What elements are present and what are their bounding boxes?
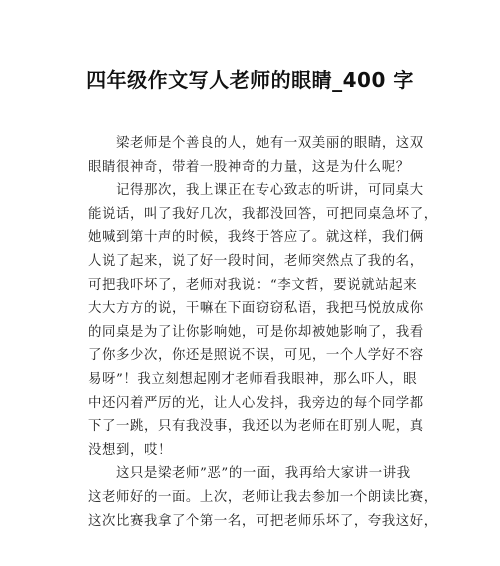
body-line: 这老师好的一面。上次，老师让我去参加一个朗读比赛， [88, 489, 438, 505]
document-body [88, 132, 438, 533]
body-line: 她喊到第十声的时候，我终于答应了。就这样，我们俩 [88, 230, 424, 246]
body-line: 的同桌是为了让你影响她，可是你却被她影响了，我看 [88, 324, 424, 340]
body-line: 大大方方的说，干嘛在下面窃窃私语，我把马悦放成你 [88, 301, 424, 317]
body-line: 这次比赛我拿了个第一名，可把老师乐坏了，夸我这好， [88, 513, 438, 529]
body-line: 这只是梁老师”恶”的一面，我再给大家讲一讲我 [116, 466, 411, 482]
body-line: 下了一跳，只有我没事，我还以为老师在盯别人呢，真 [88, 419, 424, 435]
body-line: 梁老师是个善良的人，她有一双美丽的眼睛，这双 [116, 136, 424, 151]
body-line: 可把我吓坏了，老师对我说：“李文哲，要说就站起来 [88, 277, 418, 293]
body-line: 没想到，哎！ [88, 442, 172, 458]
body-line: 眼睛很神奇，带着一股神奇的力量，这是为什么呢？ [88, 159, 410, 175]
body-line: 中还闪着严厉的光，让人心发抖，我旁边的每个同学都 [88, 395, 424, 411]
body-line: 人说了起来，说了好一段时间，老师突然点了我的名， [88, 253, 424, 269]
body-line: 记得那次，我上课正在专心致志的听讲，可同桌大 [116, 183, 424, 199]
document-title: 四年级作文写人老师的眼睛_400 字 [86, 68, 414, 92]
body-line: 能说话，叫了我好几次，我都没回答，可把同桌急坏了， [88, 206, 438, 222]
body-line: 了你多少次，你还是照说不误，可见，一个人学好不容 [88, 348, 424, 364]
body-line: 易呀”！我立刻想起刚才老师看我眼神，那么吓人，眼 [88, 371, 418, 387]
